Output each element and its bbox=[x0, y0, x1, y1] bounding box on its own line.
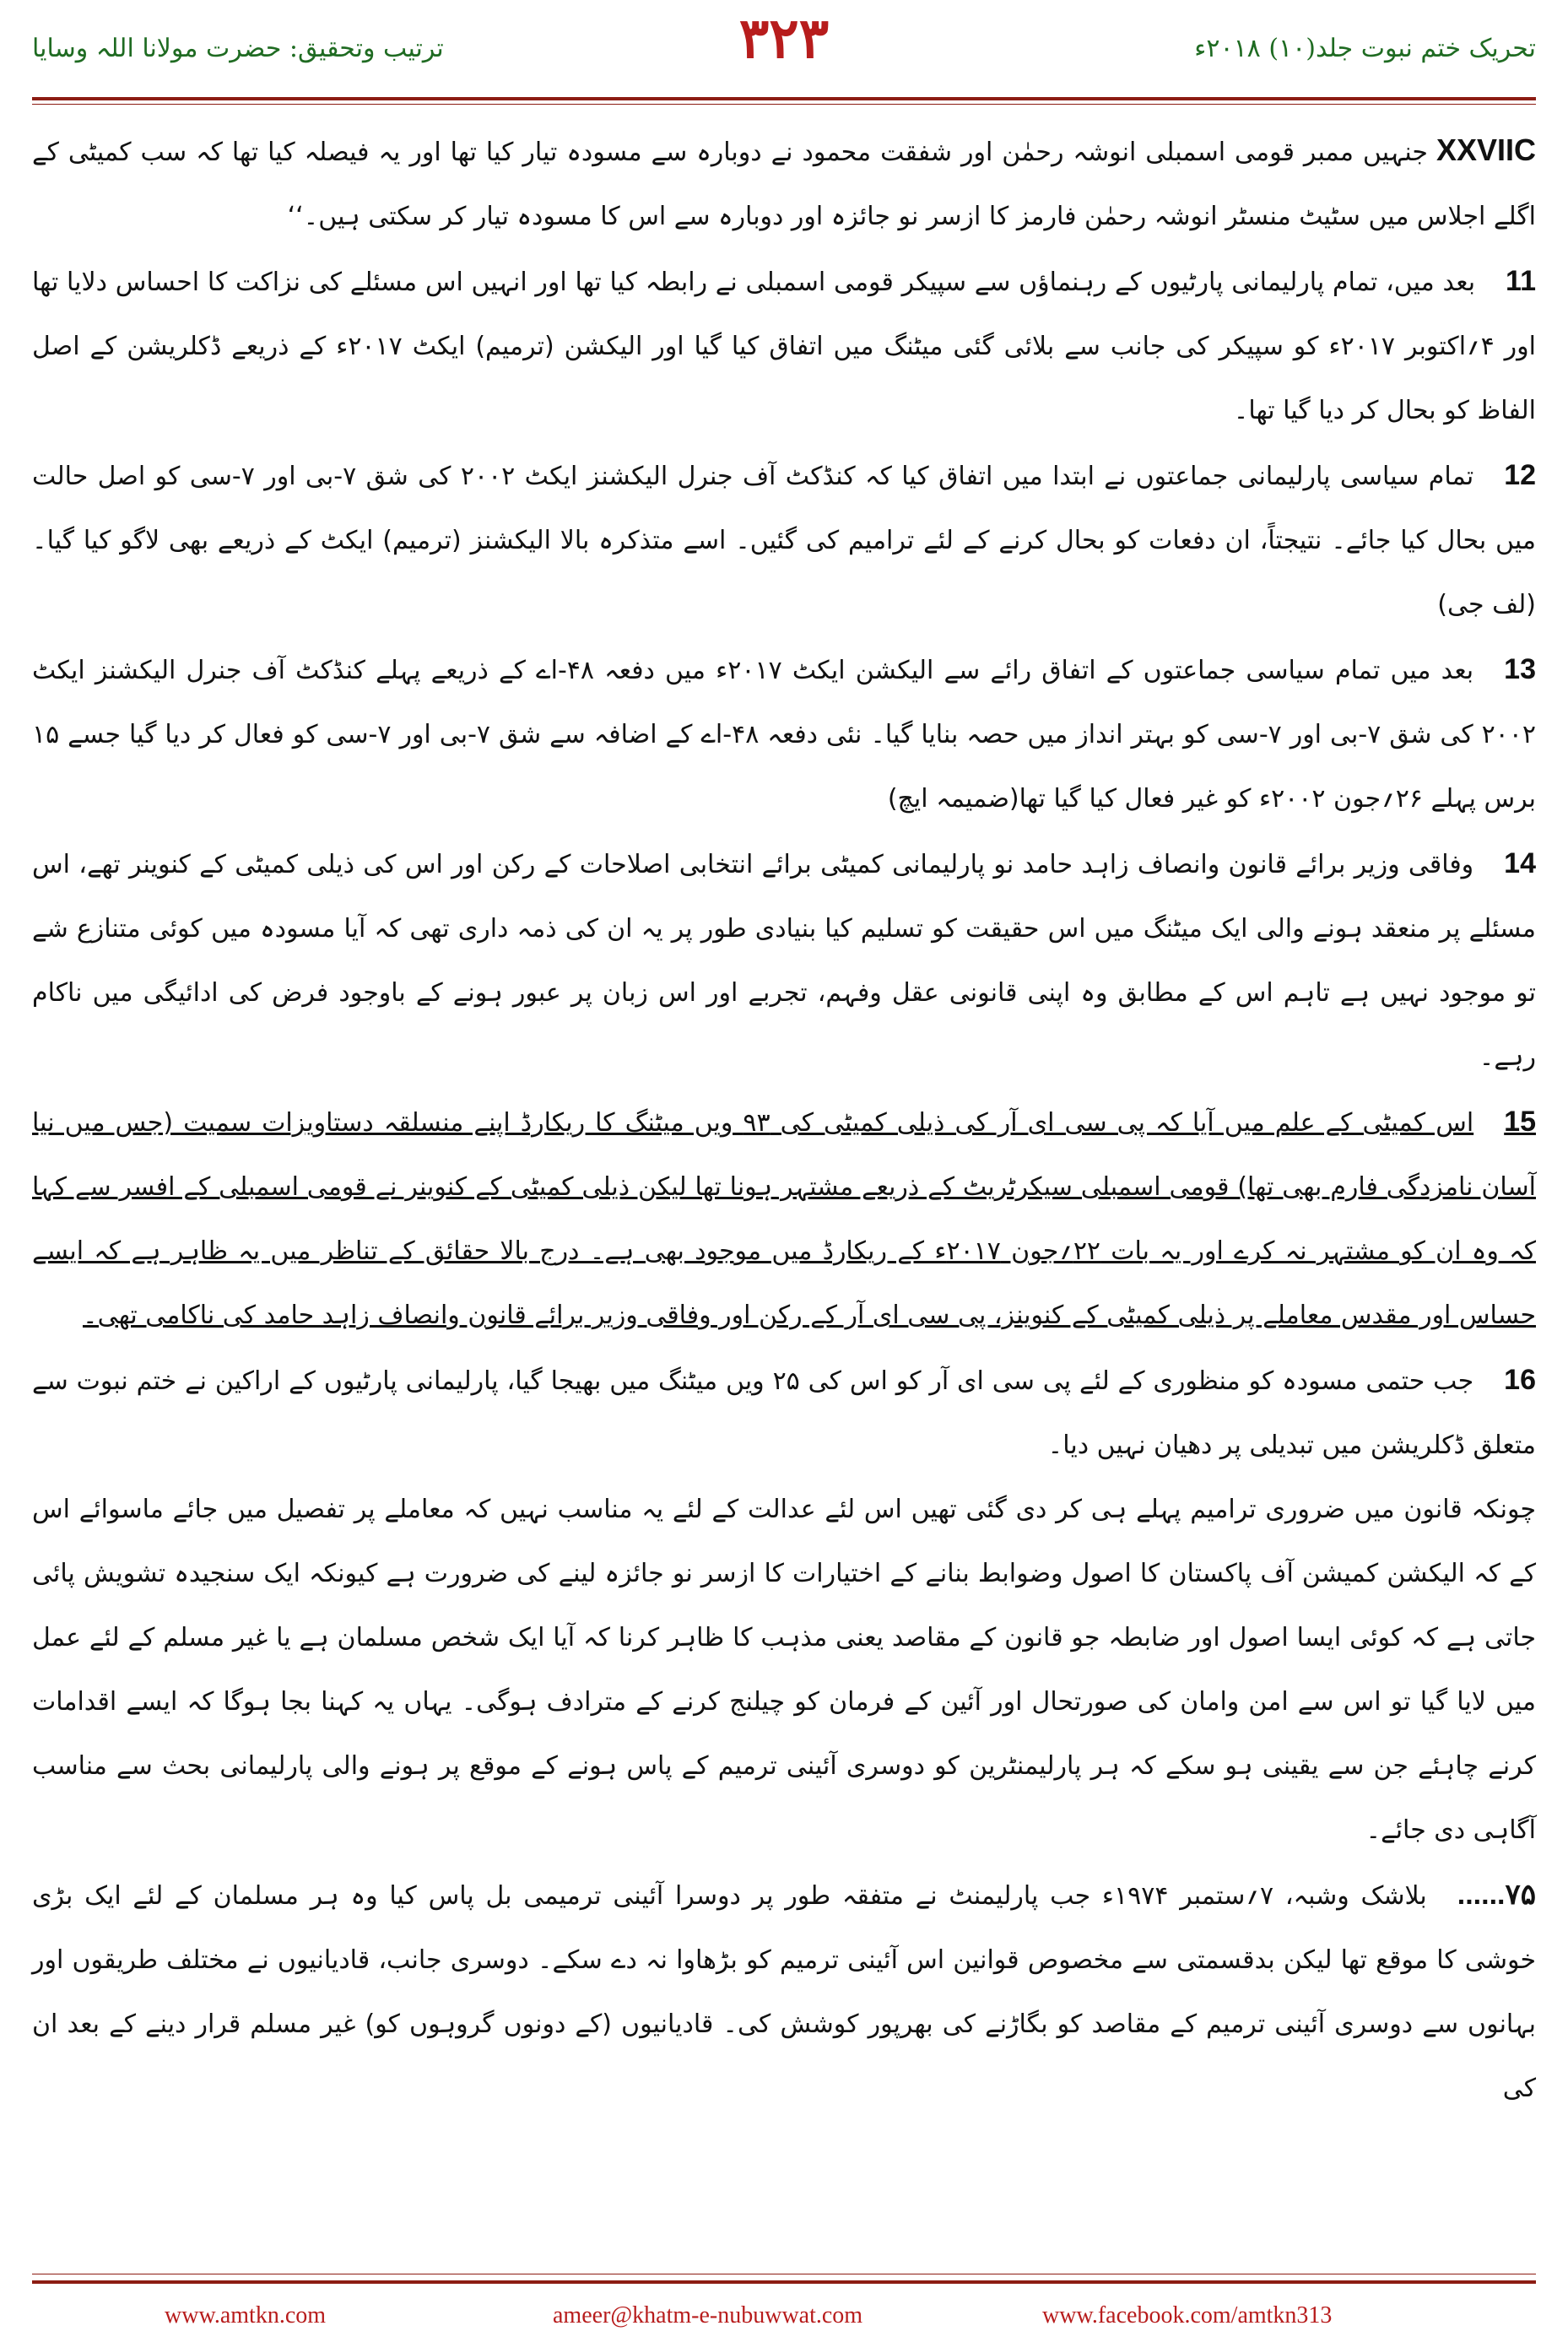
paragraph-text: اس کمیٹی کے علم میں آیا کہ پی سی ای آر کی ذیلی کمیٹی کی ۹۳ ویں میٹنگ کا ریکارڈ اپنے منسلقہ دستاویزات سمیت (جس میں نیا آسان نامزدگی فارم بھی تھا) قومی اسمبلی سیکرٹریٹ کے ذریعے مشتہر ہونا تھا لیکن ذیلی کمیٹی کے کنوینر نے قومی اسمبلی کے افسر سے کہا کہ وہ ان کو مشتہر نہ کرے اور یہ بات ۲۲؍جون ۲۰۱۷ء کے ریکارڈ میں موجود بھی ہے۔ درج بالا حقائق کے تناظر میں یہ ظاہر ہے کہ ایسے حساس اور مقدس معاملے پر ذیلی کمیٹی کے کنوینز، پی سی ای آر کے رکن اور وفاقی وزیر برائے قانون وانصاف زاہد حامد کی ناکامی تھی۔ bbox=[32, 1108, 1536, 1330]
paragraph-text: جنہیں ممبر قومی اسمبلی انوشہ رحمٰن اور شفقت محمود نے دوبارہ سے مسودہ تیار کیا تھا اور یہ فیصلہ کیا تھا کہ سب کمیٹی کے اگلے اجلاس میں سٹیٹ منسٹر انوشہ رحمٰن فارمز کا ازسر نو جائزہ اور دوبارہ سے اس کا مسودہ تیار کر سکتی ہیں۔‘‘ bbox=[32, 138, 1536, 231]
website-link[interactable]: www.amtkn.com bbox=[165, 2302, 327, 2328]
paragraph-number: 14 bbox=[1504, 847, 1536, 879]
paragraph-15 bbox=[32, 1090, 1536, 1348]
paragraph-number: 13 bbox=[1504, 653, 1536, 685]
email-link[interactable]: ameer@khatm-e-nubuwwat.com bbox=[553, 2302, 863, 2328]
facebook-link[interactable]: www.facebook.com/amtkn313 bbox=[1042, 2302, 1333, 2328]
paragraph-number: 11 bbox=[1506, 265, 1536, 297]
paragraph-number: 16 bbox=[1504, 1364, 1536, 1396]
page-number: ۳۲۳ bbox=[738, 5, 830, 71]
compiler-credit: ترتیب وتحقیق: حضرت مولانا اللہ وسایا bbox=[32, 34, 444, 63]
paragraph-14 bbox=[32, 831, 1536, 1090]
paragraph-13 bbox=[32, 637, 1536, 831]
paragraph-text: جب حتمی مسودہ کو منظوری کے لئے پی سی ای آر کو اس کی ۲۵ ویں میٹنگ میں بھیجا گیا، پارلیمانی پارٹیوں کے اراکین نے ختم نبوت سے متعلق ڈکلریشن میں تبدیلی پر دھیان نہیں دیا۔ bbox=[32, 1366, 1536, 1460]
paragraph-text: چونکہ قانون میں ضروری ترامیم پہلے ہی کر دی گئی تھیں اس لئے عدالت کے لئے یہ مناسب نہیں کہ معاملے پر تفصیل میں جائے ماسوائے اس کے کہ الیکشن کمیشن آف پاکستان کا اصول وضوابط بنانے کے اختیارات کا ازسر نو جائزہ لینے کی ضرورت ہے کیونکہ ایک سنجیدہ تشویش پائی جاتی ہے کہ کوئی ایسا اصول اور ضابطہ جو قانون کے مقاصد یعنی مذہب کا ظاہر کرنا کہ آیا ایک شخص مسلمان ہے یا غیر مسلم کے لئے عمل میں لایا گیا تو اس سے امن وامان کی صورتحال اور آئین کے فرمان کو چیلنج کرنے کے مترادف ہوگی۔ یہاں یہ کہنا بجا ہوگا کہ ایسے اقدامات کرنے چاہئے جن سے یقینی ہو سکے کہ ہر پارلیمنٹرین کو دوسری آئینی ترمیم کے پاس ہونے کے موقع پر ہونے والی پارلیمانی بحث سے مناسب آگاہی دی جائے۔ bbox=[32, 1495, 1536, 1845]
paragraph-text: بلاشک وشبہ، ۷؍ستمبر ۱۹۷۴ء جب پارلیمنٹ نے متفقہ طور پر دوسرا آئینی ترمیمی بل پاس کیا وہ ہر مسلمان کے لئے ایک بڑی خوشی کا موقع تھا لیکن بدقسمتی سے مخصوص قوانین اس آئینی ترمیم کو بڑھاوا نہ دے سکے۔ دوسری جانب، قادیانیوں نے مختلف طریقوں اور بہانوں سے دوسری آئینی ترمیم کے مقاصد کو بگاڑنے کی بھرپور کوشش کی۔ قادیانیوں (کے دونوں گروہوں کو) غیر مسلم قرار دینے کے بعد ان کی bbox=[32, 1881, 1536, 2103]
header-rule bbox=[32, 97, 1536, 100]
paragraph-xxviic bbox=[32, 118, 1536, 249]
footer-rule bbox=[32, 2280, 1536, 2284]
paragraph-text: بعد میں تمام سیاسی جماعتوں کے اتفاق رائے سے الیکشن ایکٹ ۲۰۱۷ء میں دفعہ ۴۸-اے کے ذریعے پہلے کنڈکٹ آف جنرل الیکشنز ایکٹ ۲۰۰۲ کی شق ۷-بی اور ۷-سی کو بہتر انداز میں حصہ بنایا گیا۔ نئی دفعہ ۴۸-اے کے اضافہ سے شق ۷-بی اور ۷-سی کو فعال کر دیا گیا جسے ۱۵ برس پہلے ۲۶؍جون ۲۰۰۲ء کو غیر فعال کیا گیا تھا(ضمیمہ ایچ) bbox=[32, 656, 1537, 814]
paragraph-text: وفاقی وزیر برائے قانون وانصاف زاہد حامد نو پارلیمانی کمیٹی برائے انتخابی اصلاحات کے رکن اور اس کی ذیلی کمیٹی کے کنوینر تھے، اس مسئلے پر منعقد ہونے والی ایک میٹنگ میں اس حقیقت کو تسلیم کیا بنیادی طور پر یہ ان کی ذمہ داری تھی کہ آیا مسودہ میں کوئی متنازع شے تو موجود نہیں ہے تاہم اس کے مطابق وہ اپنی قانونی عقل وفہم، تجربے اور اس زبان پر عبور ہونے کے باوجود فرض کی ادائیگی میں ناکام رہے۔ bbox=[32, 850, 1536, 1072]
book-title: تحریک ختم نبوت جلد(۱۰) ۲۰۱۸ء bbox=[1194, 34, 1536, 63]
paragraph-11 bbox=[32, 249, 1536, 443]
page-footer bbox=[0, 2270, 1568, 2342]
paragraph-16 bbox=[32, 1348, 1536, 1478]
paragraph-conclusion bbox=[32, 1478, 1536, 1863]
page-body bbox=[32, 118, 1536, 2121]
page-header bbox=[0, 0, 1568, 105]
paragraph-number: 12 bbox=[1504, 459, 1537, 491]
paragraph-number: 15 bbox=[1504, 1106, 1536, 1138]
paragraph-12 bbox=[32, 443, 1536, 637]
header-rule-thin bbox=[32, 104, 1536, 105]
paragraph-75 bbox=[32, 1863, 1536, 2121]
paragraph-text: تمام سیاسی پارلیمانی جماعتوں نے ابتدا میں اتفاق کیا کہ کنڈکٹ آف جنرل الیکشنز ایکٹ ۲۰۰۲ کی شق ۷-بی اور ۷-سی کو اصل حالت میں بحال کیا جائے۔ نتیجتاً، ان دفعات کو بحال کرنے کے لئے ترامیم کی گئیں۔ اسے متذکرہ بالا الیکشنز (ترمیم) ایکٹ کے ذریعے بھی لاگو کیا گیا۔(لف جی) bbox=[32, 462, 1536, 619]
paragraph-number: ۷۵...... bbox=[1457, 1879, 1536, 1911]
paragraph-text: بعد میں، تمام پارلیمانی پارٹیوں کے رہنماؤں سے سپیکر قومی اسمبلی نے رابطہ کیا تھا اور انہیں اس مسئلے کی نزاکت کا احساس دلایا تھا اور ۴؍اکتوبر ۲۰۱۷ء کو سپیکر کی جانب سے بلائی گئی میٹنگ میں اتفاق کیا گیا اور الیکشن (ترمیم) ایکٹ ۲۰۱۷ء کے ذریعے ڈکلریشن کے اصل الفاظ کو بحال کر دیا گیا تھا۔ bbox=[32, 268, 1536, 425]
paragraph-label: XXVIIC bbox=[1436, 133, 1536, 167]
